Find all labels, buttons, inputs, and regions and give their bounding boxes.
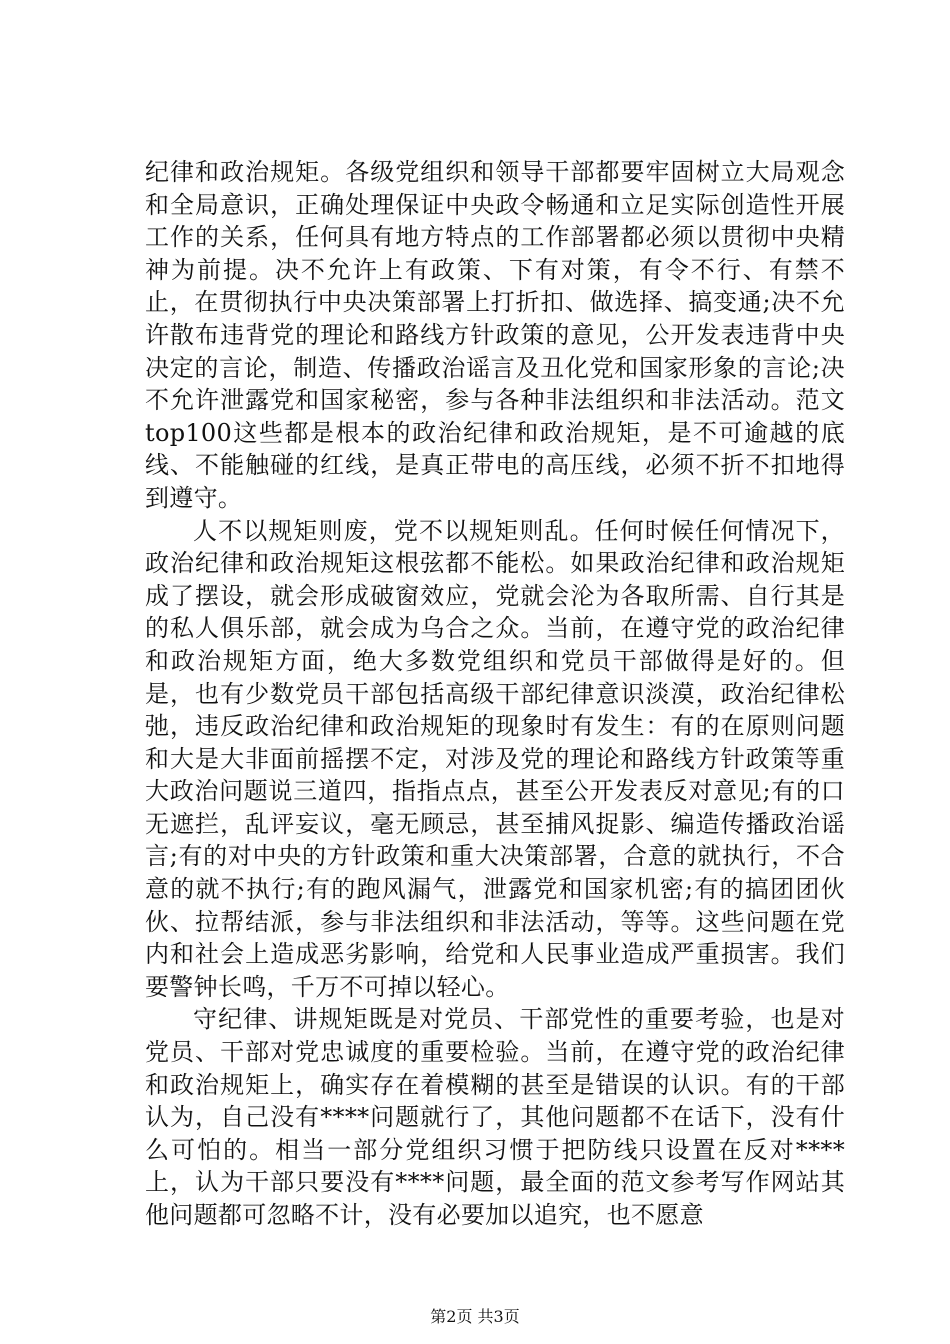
paragraph-3: 守纪律、讲规矩既是对党员、干部党性的重要考验，也是对党员、干部对党忠诚度的重要检验。当前，在遵守党的政治纪律和政治规矩上，确实存在着模糊的甚至是错误的认识。有的干部认为，自己没有****问题就行了，其他问题都不在话下，没有什么可怕的。相当一部分党组织习惯于把防线只设置在反对****上，认为干部只要没有****问题，最全面的范文参考写作网站其他问题都可忽略不计，没有必要加以追究，也不愿意 [145, 1005, 845, 1229]
paragraph-1: 纪律和政治规矩。各级党组织和领导干部都要牢固树立大局观念和全局意识，正确处理保证中央政令畅通和立足实际创造性开展工作的关系，任何具有地方特点的工作部署都必须以贯彻中央精神为前提。决不允许上有政策、下有对策，有令不行、有禁不止，在贯彻执行中央决策部署上打折扣、做选择、搞变通;决不允许散布违背党的理论和路线方针政策的意见，公开发表违背中央决定的言论，制造、传播政治谣言及丑化党和国家形象的言论;决不允许泄露党和国家秘密，参与各种非法组织和非法活动。范文top100这些都是根本的政治纪律和政治规矩，是不可逾越的底线、不能触碰的红线，是真正带电的高压线，必须不折不扣地得到遵守。 [145, 158, 845, 512]
document-body [145, 156, 845, 1232]
page-footer: 第2页 共3页 [430, 1307, 520, 1326]
paragraph-2: 人不以规矩则废，党不以规矩则乱。任何时候任何情况下，政治纪律和政治规矩这根弦都不能松。如果政治纪律和政治规矩成了摆设，就会形成破窗效应，党就会沦为各取所需、自行其是的私人俱乐部，就会成为乌合之众。当前，在遵守党的政治纪律和政治规矩方面，绝大多数党组织和党员干部做得是好的。但是，也有少数党员干部包括高级干部纪律意识淡漠，政治纪律松弛，违反政治纪律和政治规矩的现象时有发生：有的在原则问题和大是大非面前摇摆不定，对涉及党的理论和路线方针政策等重大政治问题说三道四，指指点点，甚至公开发表反对意见;有的口无遮拦，乱评妄议，毫无顾忌，甚至捕风捉影、编造传播政治谣言;有的对中央的方针政策和重大决策部署，合意的就执行，不合意的就不执行;有的跑风漏气，泄露党和国家机密;有的搞团团伙伙、拉帮结派，参与非法组织和非法活动，等等。这些问题在党内和社会上造成恶劣影响，给党和人民事业造成严重损害。我们要警钟长鸣，千万不可掉以轻心。 [145, 516, 845, 1001]
